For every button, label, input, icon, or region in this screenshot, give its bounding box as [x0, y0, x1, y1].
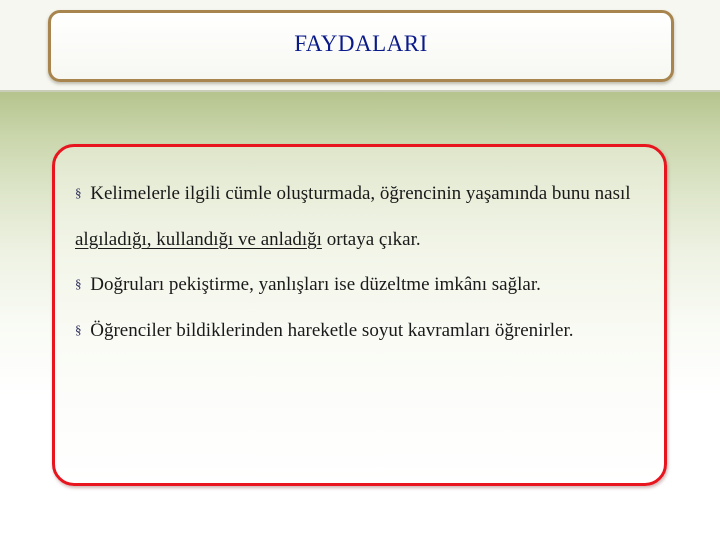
- bullet-text-end: ortaya çıkar.: [321, 229, 421, 250]
- bullet-text: Öğrenciler bildiklerinden hareketle soyut kavramları öğrenirler.: [90, 320, 574, 341]
- bullet-text: Kelimelerle ilgili cümle oluşturmada, öğrencinin yaşamında bunu nasıl: [90, 183, 631, 204]
- bullet-text: Doğruları pekiştirme, yanlışları ise düzeltme imkânı sağlar.: [90, 274, 541, 295]
- page-title: FAYDALARI: [294, 31, 428, 56]
- bullet-underlined-text: algıladığı, kullandığı ve anladığı: [75, 229, 322, 250]
- bullet-icon: §: [75, 276, 82, 291]
- content-box: [52, 144, 667, 486]
- bullet-icon: §: [75, 185, 82, 200]
- bullet-item-3: [75, 308, 655, 354]
- bullet-item-2: [75, 262, 655, 308]
- bullet-list: [75, 171, 655, 354]
- bullet-item-1: [75, 171, 655, 262]
- bullet-icon: §: [75, 322, 82, 337]
- title-box: [48, 10, 674, 82]
